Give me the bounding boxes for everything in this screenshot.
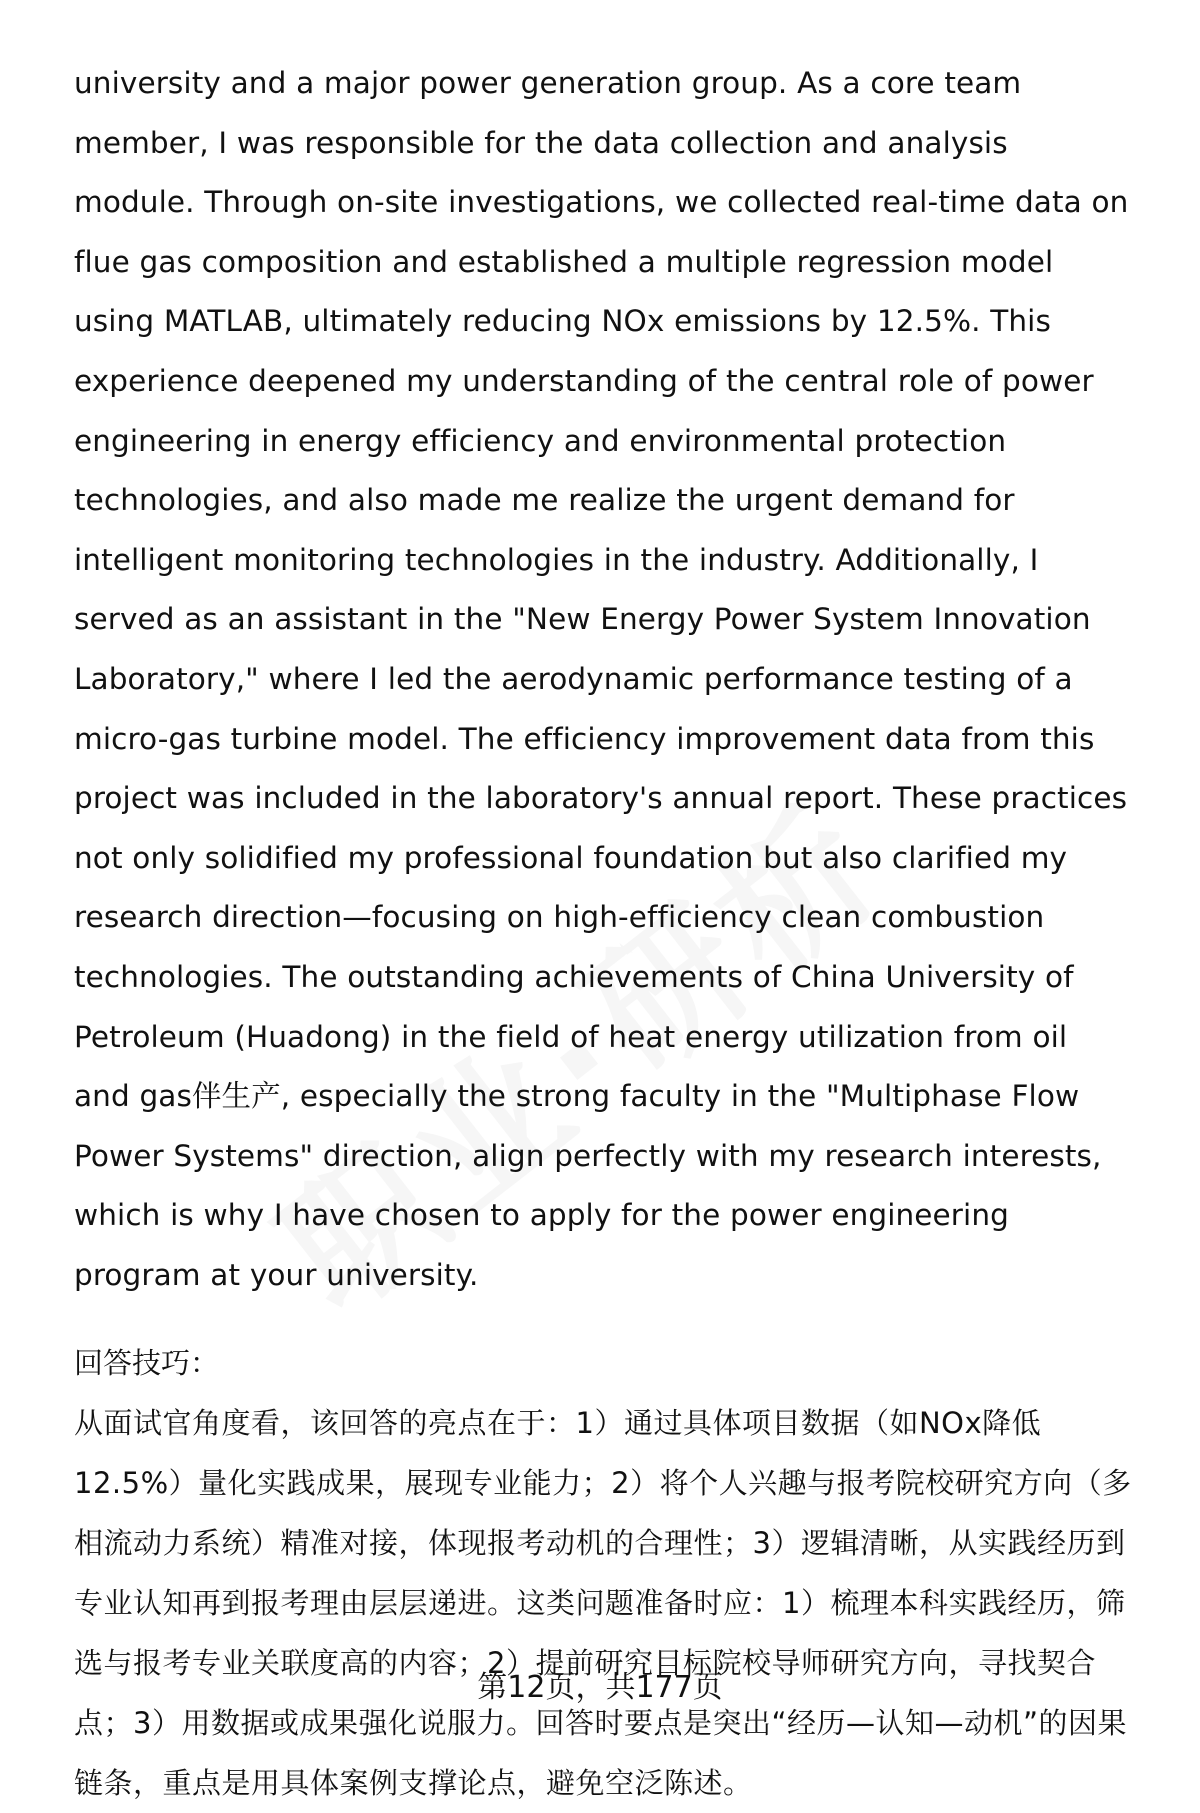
answer-paragraph-english: university and a major power generation group. As a core team member, I was responsible for the data collection and analysis module. Through on-site investigations, we collected real-time data on flue gas composition and established a multiple regression model using MATLAB, ultimately reducing NOx emissions by 12.5%. This experience deepened my understanding of the central role of power engineering in energy efficiency and environmental protection technologies, and also made me realize the urgent demand for intelligent monitoring technologies in the industry. Additionally, I served as an assistant in the "New Energy Power System Innovation Laboratory," where I led the aerodynamic performance testing of a micro-gas turbine model. The efficiency improvement data from this project was included in the laboratory's annual report. These practices not only solidified my professional foundation but also clarified my research direction—focusing on high-efficiency clean combustion technologies. The outstanding achievements of China University of Petroleum (Huadong) in the field of heat energy utilization from oil and gas伴生产, especially the strong faculty in the "Multiphase Flow Power Systems" direction, align perfectly with my research interests, which is why I have chosen to apply for the power engineering program at your university. bbox=[74, 66, 1129, 1292]
tips-title: 回答技巧： bbox=[74, 1346, 220, 1381]
page-number-footer: 第12页，共177页 bbox=[477, 1670, 723, 1705]
tips-paragraph: 从面试官角度看，该回答的亮点在于：1）通过具体项目数据（如NOx降低12.5%）量化实践成果，展现专业能力；2）将个人兴趣与报考院校研究方向（多相流动力系统）精准对接，体现报考动机的合理性；3）逻辑清晰，从实践经历到专业认知再到报考理由层层递进。这类问题准备时应：1）梳理本科实践经历，筛选与报考专业关联度高的内容；2）提前研究目标院校导师研究方向，寻找契合点；3）用数据或成果强化说服力。回答时要点是突出“经历—认知—动机”的因果链条，重点是用具体案例支撑论点，避免空泛陈述。 bbox=[74, 1406, 1132, 1801]
